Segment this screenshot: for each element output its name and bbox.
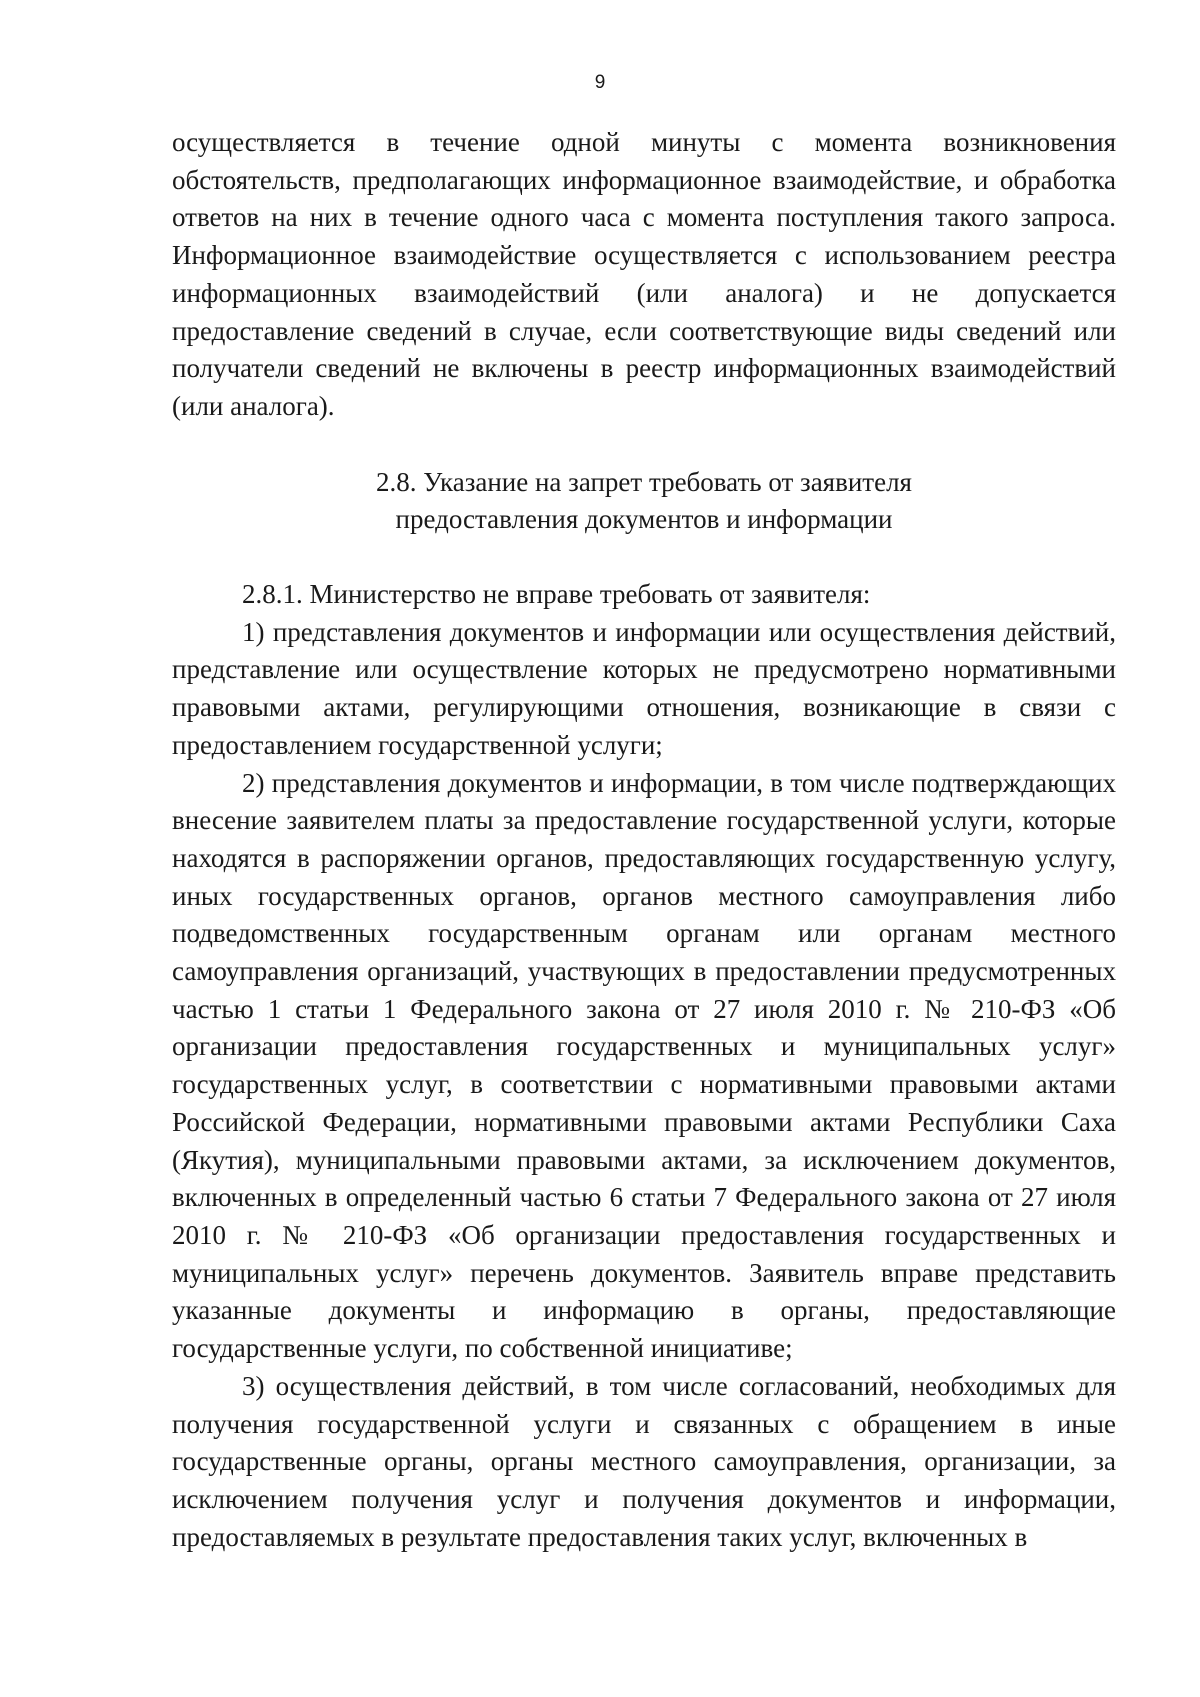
page-number: 9 — [594, 72, 606, 93]
paragraph-item-1: 1) представления документов и информации или осуществления действий, представление или осуществление которых не предусмотрено нормативными правовыми актами, регулирующими отношения, возникающие в связи с предоставлением государственной услуги; — [172, 616, 1116, 760]
section-heading — [172, 464, 1116, 539]
paragraph-continuation: осуществляется в течение одной минуты с момента возникновения обстоятельств, предполагающих информационное взаимодействие, и обработка ответов на них в течение одного часа с момента поступления такого запроса. Информационное взаимодействие осуществляется с использованием реестра информационных взаимодействий (или аналога) и не допускается предоставление сведений в случае, если соответствующие виды сведений или получатели сведений не включены в реестр информационных взаимодействий (или аналога). — [172, 127, 1116, 421]
document-body — [172, 124, 1116, 1556]
paragraph-item-3: 3) осуществления действий, в том числе согласований, необходимых для получения государственной услуги и связанных с обращением в иные государственные органы, органы местного самоуправления, организации, за исключением получения услуг и получения документов и информации, предоставляемых в результате предоставления таких услуг, включенных в — [172, 1370, 1116, 1552]
paragraph-item-2: 2) представления документов и информации, в том числе подтверждающих внесение заявителем платы за предоставление государственной услуги, которые находятся в распоряжении органов, предоставляющих государственную услугу, иных государственных органов, органов местного самоуправления либо подведомственных государственным органам или органам местного самоуправления организаций, участвующих в предоставлении предусмотренных частью 1 статьи 1 Федерального закона от 27 июля 2010 г. № 210-ФЗ «Об организации предоставления государственных и муниципальных услуг» государственных услуг, в соответствии с нормативными правовыми актами Российской Федерации, нормативными правовыми актами Республики Саха (Якутия), муниципальными правовыми актами, за исключением документов, включенных в определенный частью 6 статьи 7 Федерального закона от 27 июля 2010 г. № 210-ФЗ «Об организации предоставления государственных и муниципальных услуг» перечень документов. Заявитель вправе представить указанные документы и информацию в органы, предоставляющие государственные услуги, по собственной инициативе; — [172, 767, 1116, 1364]
section-heading-line-2: предоставления документов и информации — [395, 504, 893, 535]
paragraph-2-8-1: 2.8.1. Министерство не вправе требовать от заявителя: — [242, 579, 871, 610]
section-heading-line-1: 2.8. Указание на запрет требовать от заявителя — [376, 466, 912, 497]
